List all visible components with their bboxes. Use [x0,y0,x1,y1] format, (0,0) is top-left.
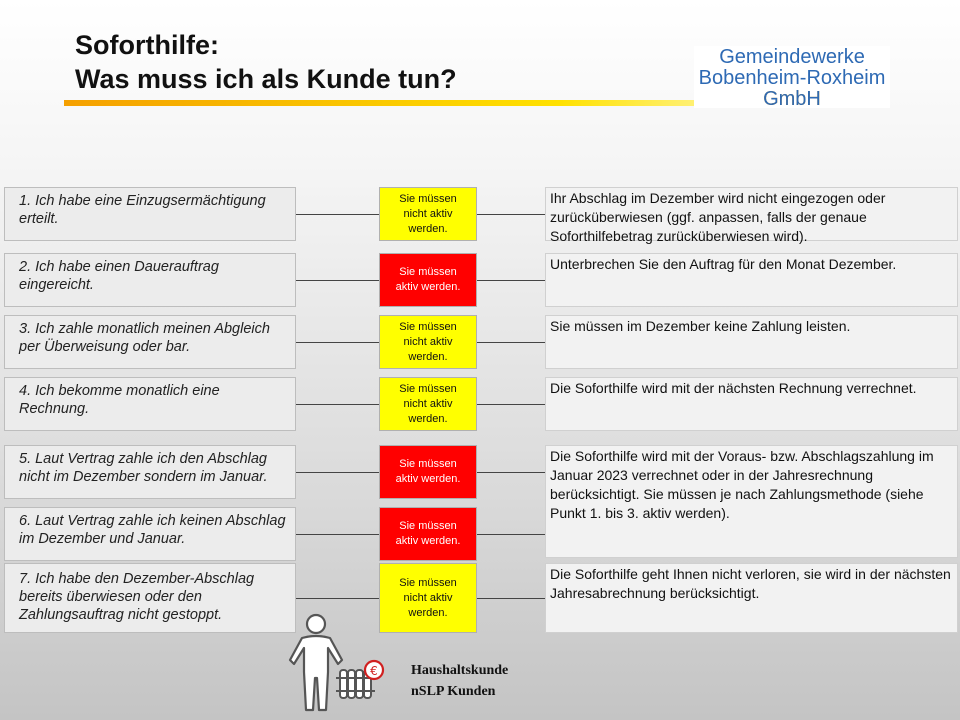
answer-box-3: Sie müssen im Dezember keine Zahlung leisten. [545,315,958,369]
connector-2a [296,280,379,281]
logo-line-2: Bobenheim-Roxheim [698,67,886,89]
connector-4b [477,404,545,405]
question-box-5: 5. Laut Vertrag zahle ich den Abschlag nicht im Dezember sondern im Januar. [4,445,296,499]
answer-box-1: Ihr Abschlag im Dezember wird nicht eingezogen oder zurücküberwiesen (ggf. anpassen, falls der genaue Soforthilfebetrag zurücküberwiesen wird). [545,187,958,241]
connector-1b [477,214,545,215]
question-box-3: 3. Ich zahle monatlich meinen Abgleich per Überweisung oder bar. [4,315,296,369]
connector-1a [296,214,379,215]
question-box-4: 4. Ich bekomme monatlich eine Rechnung. [4,377,296,431]
answer-box-5-6: Die Soforthilfe wird mit der Voraus- bzw. Abschlagszahlung im Januar 2023 verrechnet oder in der Jahresrechnung berücksichtigt. Sie müssen je nach Zahlungsmethode (siehe Punkt 1. bis 3. aktiv werden). [545,445,958,558]
connector-5b [477,472,545,473]
customer-type-line-2: nSLP Kunden [411,684,496,699]
status-badge-5: Sie müssen aktiv werden. [379,445,477,499]
connector-7b [477,598,545,599]
connector-3a [296,342,379,343]
answer-box-2: Unterbrechen Sie den Auftrag für den Monat Dezember. [545,253,958,307]
connector-7a [296,598,379,599]
customer-figure-icon [282,612,392,720]
connector-5a [296,472,379,473]
customer-type-label [411,660,508,702]
title-line-2: Was muss ich als Kunde tun? [75,64,457,94]
status-badge-3: Sie müssen nicht aktiv werden. [379,315,477,369]
title-line-1: Soforthilfe: [75,30,219,60]
question-box-1: 1. Ich habe eine Einzugsermächtigung erteilt. [4,187,296,241]
logo-line-1: Gemeindewerke [719,46,865,68]
answer-box-4: Die Soforthilfe wird mit der nächsten Rechnung verrechnet. [545,377,958,431]
question-box-2: 2. Ich habe einen Dauerauftrag eingereicht. [4,253,296,307]
status-badge-2: Sie müssen aktiv werden. [379,253,477,307]
connector-3b [477,342,545,343]
connector-6b [477,534,545,535]
status-badge-6: Sie müssen aktiv werden. [379,507,477,561]
status-badge-4: Sie müssen nicht aktiv werden. [379,377,477,431]
customer-type-line-1: Haushaltskunde [411,663,509,678]
connector-4a [296,404,379,405]
answer-box-7: Die Soforthilfe geht Ihnen nicht verloren, sie wird in der nächsten Jahresabrechnung berücksichtigt. [545,563,958,633]
status-badge-1: Sie müssen nicht aktiv werden. [379,187,477,241]
question-box-7: 7. Ich habe den Dezember-Abschlag bereits überwiesen oder den Zahlungsauftrag nicht gestoppt. [4,563,296,633]
company-logo [694,46,890,108]
logo-line-3: GmbH [763,88,821,110]
page-title [75,28,457,96]
svg-text:€: € [370,664,378,678]
status-badge-7: Sie müssen nicht aktiv werden. [379,563,477,633]
connector-6a [296,534,379,535]
question-box-6: 6. Laut Vertrag zahle ich keinen Abschlag im Dezember und Januar. [4,507,296,561]
connector-2b [477,280,545,281]
